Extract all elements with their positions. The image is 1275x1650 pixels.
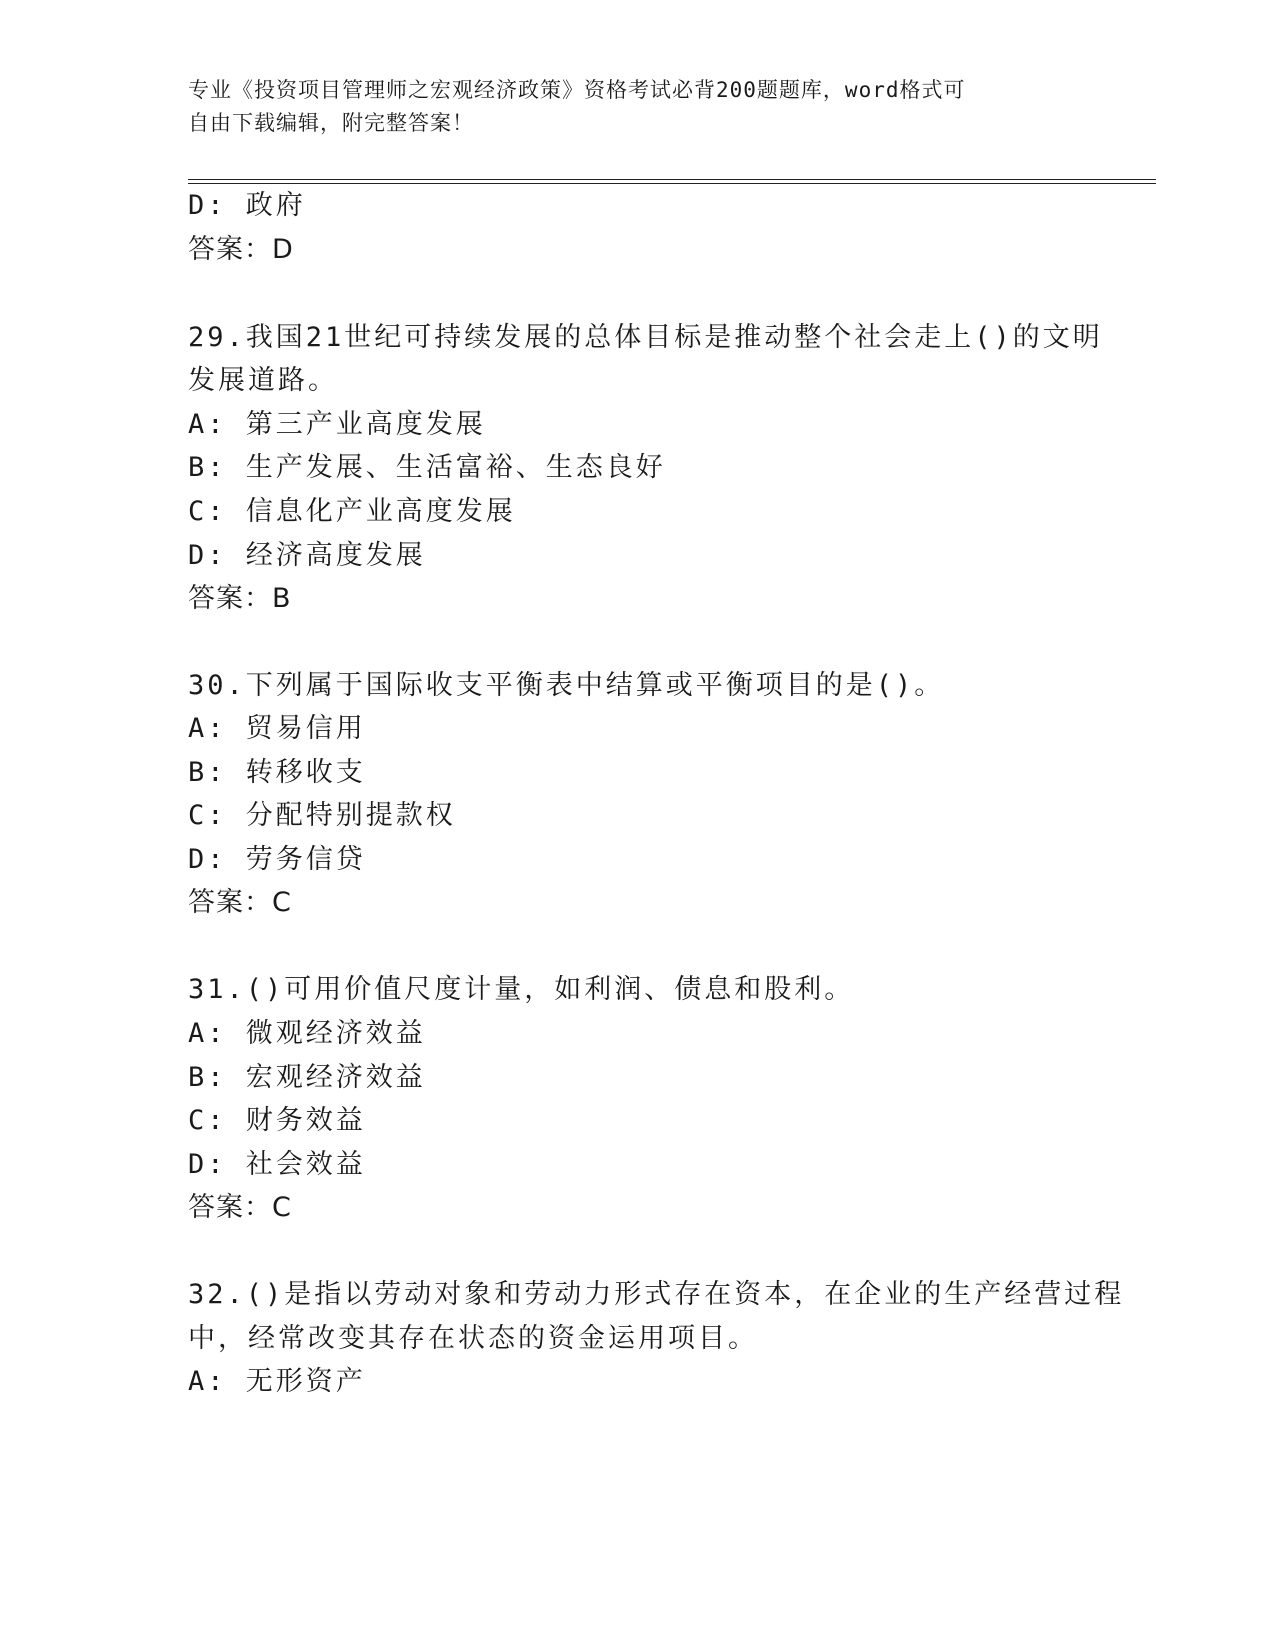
q29-option-c: C: 信息化产业高度发展 [188,496,516,527]
q29-stem-line-2: 发展道路。 [188,365,338,396]
q29-answer: 答案：B [188,583,292,614]
q31-option-c: C: 财务效益 [188,1105,366,1136]
header-line-2: 自由下载编辑，附完整答案！ [188,111,474,135]
q32-stem-line-2: 中，经常改变其存在状态的资金运用项目。 [188,1323,758,1354]
q29-option-d: D: 经济高度发展 [188,540,426,571]
q32-option-a: A: 无形资产 [188,1366,366,1397]
header-divider-top [188,179,1156,180]
q30-answer: 答案：C [188,887,292,918]
q29-stem-line-1: 29.我国21世纪可持续发展的总体目标是推动整个社会走上()的文明 [188,322,1103,353]
q30-option-b: B: 转移收支 [188,757,366,788]
prev-answer: 答案：D [188,234,294,265]
q31-stem-line-1: 31.()可用价值尺度计量，如利润、债息和股利。 [188,974,855,1005]
header-divider-bottom [188,183,1156,184]
document-header [188,74,1088,140]
q32-stem-line-1: 32.()是指以劳动对象和劳动力形式存在资本，在企业的生产经营过程 [188,1279,1125,1310]
header-line-1: 专业《投资项目管理师之宏观经济政策》资格考试必背200题题库，word格式可 [188,78,966,102]
q30-option-a: A: 贸易信用 [188,713,366,744]
q29-option-a: A: 第三产业高度发展 [188,409,486,440]
q30-option-d: D: 劳务信贷 [188,844,366,875]
q31-option-a: A: 微观经济效益 [188,1018,426,1049]
q30-option-c: C: 分配特别提款权 [188,800,456,831]
q31-option-b: B: 宏观经济效益 [188,1062,426,1093]
prev-option-d: D: 政府 [188,190,306,221]
q31-option-d: D: 社会效益 [188,1149,366,1180]
q31-answer: 答案：C [188,1192,292,1223]
q29-option-b: B: 生产发展、生活富裕、生态良好 [188,452,666,483]
q30-stem-line-1: 30.下列属于国际收支平衡表中结算或平衡项目的是()。 [188,670,945,701]
